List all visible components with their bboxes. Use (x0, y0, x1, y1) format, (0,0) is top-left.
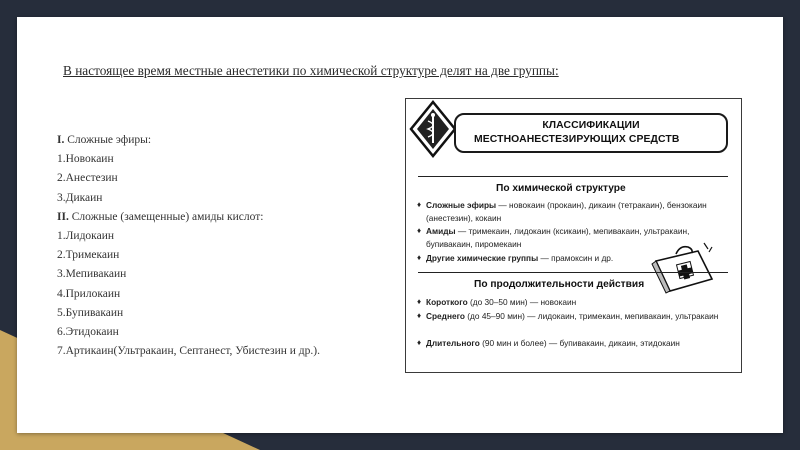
bullet-icon: ♦ (417, 253, 422, 262)
caduceus-emblem-icon (407, 99, 459, 159)
list-item: 1.Лидокаин (57, 230, 115, 243)
divider (418, 176, 728, 177)
item-key: Длительного (426, 338, 480, 348)
group-label: Сложные эфиры: (64, 134, 152, 146)
bullet-icon: ♦ (417, 311, 422, 320)
group-number: I. (57, 134, 65, 146)
list-item: 7.Артикаин(Ультракаин, Септанест, Убистезин и др.). (57, 345, 320, 358)
list-item: 5.Бупивакаин (57, 306, 124, 319)
classification-item (417, 199, 726, 224)
classification-item (417, 296, 726, 309)
list-item: 6.Этидокаин (57, 326, 119, 339)
bullet-icon: ♦ (417, 297, 422, 306)
item-key: Другие химические группы (426, 253, 539, 263)
item-text: — прамоксин и др. (538, 253, 614, 263)
slide (17, 17, 783, 433)
item-key: Среднего (426, 311, 465, 321)
bullet-icon: ♦ (417, 226, 422, 235)
list-item: 1.Новокаин (57, 153, 114, 166)
item-text: (90 мин и более) — бупивакаин, дикаин, этидокаин (479, 338, 680, 348)
card-title (454, 113, 728, 153)
item-key: Сложные эфиры (426, 200, 497, 210)
bullet-icon: ♦ (417, 338, 422, 347)
item-key: Амиды (426, 226, 456, 236)
group-number: II. (57, 210, 69, 223)
list-item: 4.Прилокаин (57, 287, 121, 300)
item-text: (до 45–90 мин) — лидокаин, тримекаин, мепивакаин, ультракаин (464, 311, 719, 321)
classification-card (405, 98, 742, 373)
classification-item (417, 310, 726, 323)
card-title-line1: КЛАССИФИКАЦИИ (542, 120, 640, 131)
item-text: — новокаин (прокаин), дикаин (тетракаин), бензокаин (анестезин), кокаин (426, 200, 707, 223)
group-title-amides (57, 208, 397, 227)
first-aid-kit-icon (646, 239, 720, 299)
slide-heading: В настоящее время местные анестетики по химической структуре делят на две группы: (63, 63, 559, 78)
section-title-structure: По химической структуре (496, 183, 626, 194)
list-item: 3.Мепивакаин (57, 268, 127, 281)
group-label: Сложные (замещенные) амиды кислот: (68, 210, 264, 223)
list-item: 2.Анестезин (57, 172, 118, 185)
classification-item (417, 337, 726, 350)
item-text: (до 30–50 мин) — новокаин (467, 297, 577, 307)
divider (418, 272, 728, 273)
list-item: 2.Тримекаин (57, 249, 120, 262)
list-item: 3.Дикаин (57, 191, 103, 204)
card-title-line2: МЕСТНОАНЕСТЕЗИРУЮЩИХ СРЕДСТВ (474, 134, 680, 145)
item-text: — тримекаин, лидокаин (ксикаин), мепивакаин, ультракаин, бупивакаин, пиромекаин (426, 226, 690, 249)
bullet-icon: ♦ (417, 200, 422, 209)
anesthetics-list (57, 131, 397, 361)
item-key: Короткого (426, 297, 468, 307)
group-title-esters (57, 131, 397, 150)
section-title-duration: По продолжительности действия (474, 279, 645, 290)
